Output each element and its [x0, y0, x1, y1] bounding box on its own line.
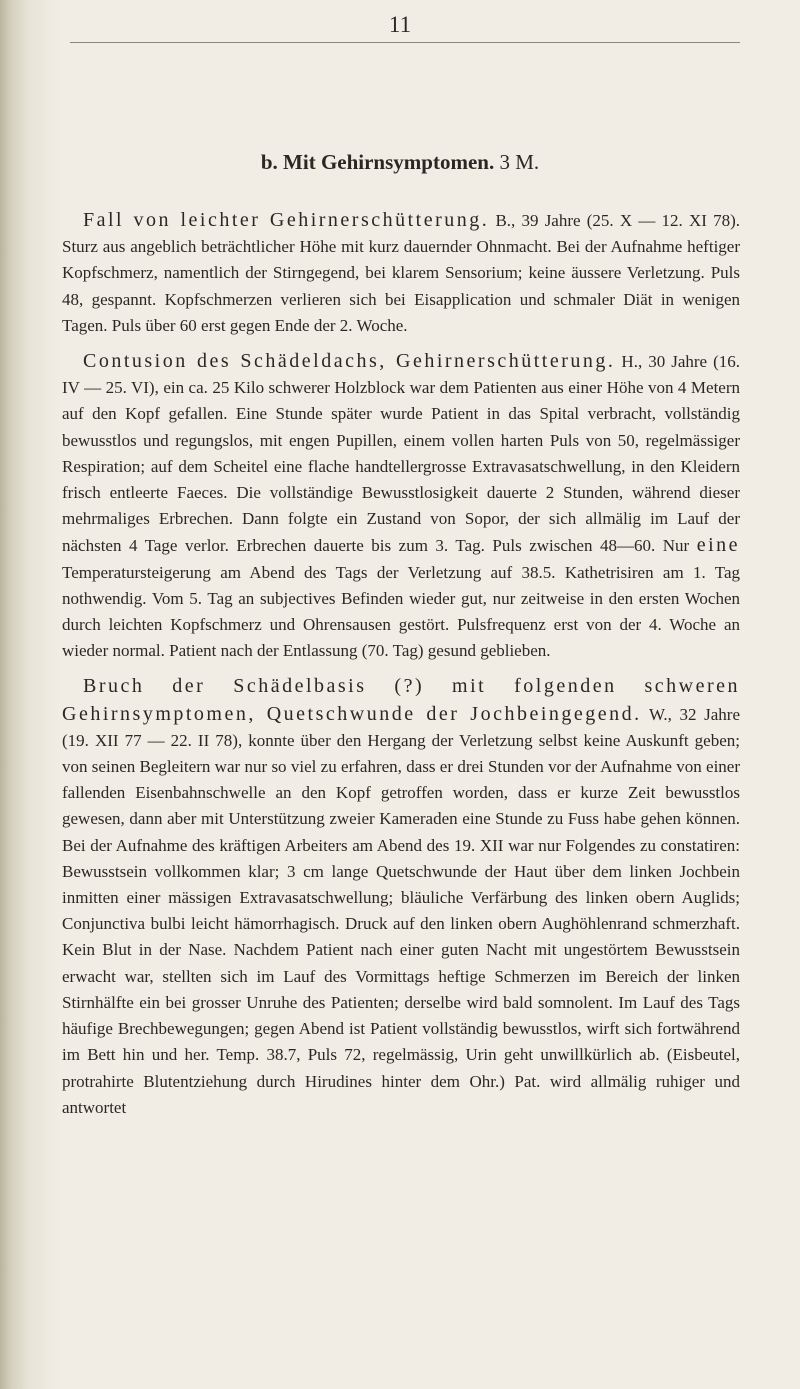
case-text-2-continued: Temperatursteigerung am Abend des Tags der Verletzung auf 38.5. Kathetrisiren am 1. Tag nothwendig. Vom 5. Tag an subjectives Befinden wieder gut, nur zeitweise in den ersten Wochen durch leichten Kopfschmerz und Ohrensausen gestört. Pulsfrequenz erst von der 4. Woche an wieder normal. Patient nach der Entlassung (70. Tag) gesund geblieben. — [62, 562, 740, 661]
case-text-3: W., 32 Jahre (19. XII 77 — 22. II 78), konnte über den Hergang der Verletzung selbst keine Auskunft geben; von seinen Begleitern war nur so viel zu erfahren, dass er drei Stunden vor der Aufnahme von einer fallenden Eisenbahnschwelle an den Kopf getroffen worden, dass er kurze Zeit bewusstlos gewesen, dann aber mit Unterstützung zweier Kameraden eine Stunde zu Fuss habe gehen können. Bei der Aufnahme des kräftigen Arbeiters am Abend des 19. XII war nur Folgendes zu constatiren: Bewusstsein vollkommen klar; 3 cm lange Quetschwunde der Haut über dem linken Jochbein inmitten einer mässigen Extravasatschwellung; bläuliche Verfärbung des linken obern Auglids; Conjunctiva bulbi leicht hämorrhagisch. Druck auf den linken obern Aughöhlenrand schmerzhaft. Kein Blut in der Nase. Nachdem Patient nach einer guten Nacht mit ungestörtem Bewusstsein erwacht war, stellten sich im Lauf des Vormittags heftige Schmerzen im Bereich der linken Stirnhälfte ein bei grosser Unruhe des Patienten; derselbe wird bald somnolent. Im Lauf des Tags häufige Brechbewegungen; gegen Abend ist Patient vollständig bewusstlos, wirft sich fortwährend im Bett hin und her. Temp. 38.7, Puls 72, regelmässig, Urin geht unwillkürlich ab. (Eisbeutel, protrahirte Blutentziehung durch Hirudines hinter dem Ohr.) Pat. wird allmälig ruhiger und antwortet — [62, 704, 740, 1117]
case-title-2: Contusion des Schädeldachs, Gehirnerschütterung. — [83, 350, 616, 373]
header-rule — [70, 42, 740, 43]
section-letter: b. — [260, 150, 278, 174]
case-text-1: B., 39 Jahre (25. X — 12. XI 78). Sturz aus angeblich beträchtlicher Höhe mit kurz dauernder Ohnmacht. Bei der Aufnahme heftiger Kopfschmerz, namentlich der Stirngegend, bei klarem Sensorium; keine äussere Verletzung. Puls 48, gespannt. Kopfschmerzen verlieren sich bei Eisapplication und schmaler Diät in wenigen Tagen. Puls über 60 erst gegen Ende der 2. Woche. — [62, 211, 740, 335]
case-title-1: Fall von leichter Gehirnerschütterung. — [83, 209, 490, 231]
section-title: Mit Gehirnsymptomen. — [283, 150, 495, 174]
page-number: 11 — [388, 12, 412, 37]
section-count: 3 M. — [499, 150, 540, 174]
case-paragraph-3 — [62, 673, 740, 1120]
case-text-2: H., 30 Jahre (16. IV — 25. VI), ein ca. 25 Kilo schwerer Holzblock war dem Patienten aus einer Höhe von 4 Metern auf den Kopf gefallen. Eine Stunde später wurde Patient in das Spital verbracht, vollständig bewusstlos und regungslos, mit engen Pupillen, einem vollen harten Puls von 50, regelmässiger Respiration; auf dem Scheitel eine flache handtellergrosse Extravasatschwellung, in den Kleidern frisch entleerte Faeces. Die vollständige Bewusstlosigkeit dauerte 2 Stunden, während dieser mehrmaliges Erbrechen. Dann folgte ein Zustand von Sopor, der sich allmälig im Lauf der nächsten 4 Tage verlor. Erbrechen dauerte bis zum 3. Tag. Puls zwischen 48—60. Nur — [62, 352, 740, 556]
book-spine-shadow — [0, 0, 60, 1389]
page-body — [62, 207, 740, 1121]
case-paragraph-1 — [62, 207, 740, 339]
section-heading — [0, 150, 800, 175]
case-title-3: Bruch der Schädelbasis (?) mit folgenden schweren Gehirnsymptomen, Quetschwunde der Jochbeingegend. — [62, 675, 740, 725]
case-paragraph-2 — [62, 348, 740, 664]
case-text-2-emphasis: eine — [696, 534, 740, 557]
